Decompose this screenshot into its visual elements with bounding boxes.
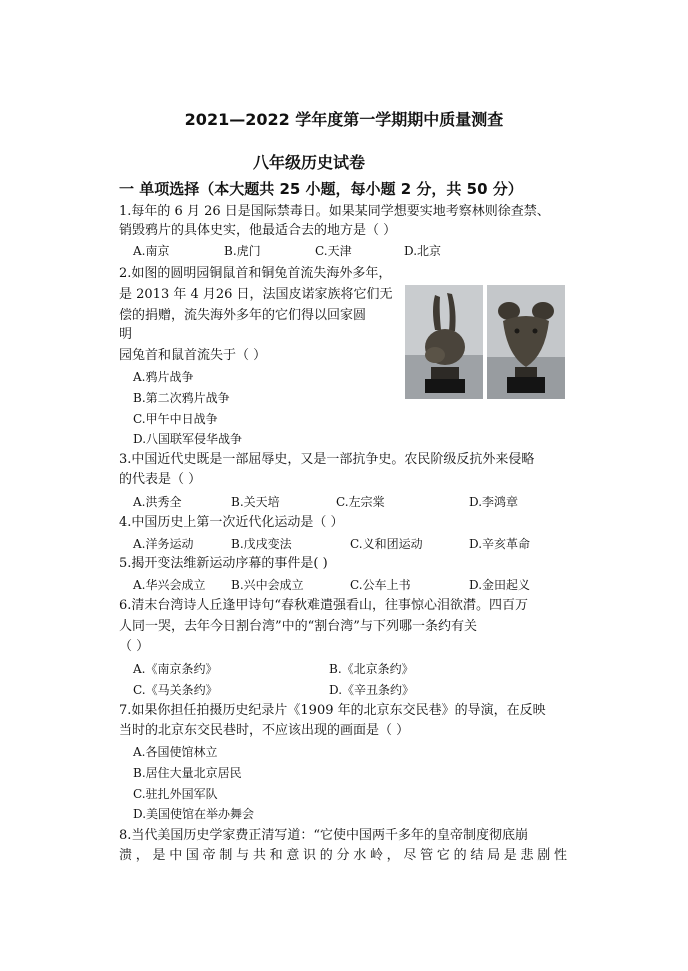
option-d: D.八国联军侵华战争 (133, 432, 243, 446)
rabbit-head-image (405, 285, 483, 399)
option-c: C.公车上书 (350, 578, 411, 592)
option-a: A.《南京条约》 (133, 662, 218, 676)
option-c: C.天津 (315, 244, 352, 258)
question-text: 8.当代美国历史学家费正清写道：“它使中国两千多年的皇帝制度彻底崩 (119, 828, 529, 843)
option-c: C.《马关条约》 (133, 683, 218, 697)
question-text: 7.如果你担任拍摄历史纪录片《1909 年的北京东交民巷》的导演，在反映 (119, 703, 546, 718)
option-b: B.虎门 (224, 244, 261, 258)
exam-title: 2021—2022 学年度第一学期期中质量测查 (184, 110, 504, 129)
question-text: 当时的北京东交民巷时，不应该出现的画面是（ ） (119, 723, 410, 738)
option-c: C.甲午中日战争 (133, 412, 218, 426)
question-text: 2.如图的圆明园铜鼠首和铜兔首流失海外多年， (119, 266, 392, 281)
option-d: D.李鸿章 (469, 495, 519, 509)
option-b: B.居住大量北京居民 (133, 766, 242, 780)
option-a: A.鸦片战争 (133, 370, 194, 384)
rat-head-image (487, 285, 565, 399)
option-d: D.美国使馆在举办舞会 (133, 807, 255, 821)
option-d: D.金田起义 (469, 578, 531, 592)
option-d: D.辛亥革命 (469, 537, 531, 551)
option-b: B.兴中会成立 (231, 578, 304, 592)
question-text: 是 2013 年 4 月26 日，法国皮诺家族将它们无 (119, 287, 393, 302)
question-text: 的代表是（ ） (119, 472, 202, 487)
question-text: 园兔首和鼠首流失于（ ） (119, 348, 267, 363)
question-text: 溃，是中国帝制与共和意识的分水岭，尽管它的结局是悲剧性 (119, 848, 567, 863)
question-text: 6.清末台湾诗人丘逢甲诗句“春秋难遣强看山，往事惊心泪欲潸。四百万 (119, 598, 529, 613)
option-a: A.各国使馆林立 (133, 745, 218, 759)
option-a: A.华兴会成立 (133, 578, 206, 592)
question-text: 明 (119, 327, 133, 342)
option-c: C.义和团运动 (350, 537, 423, 551)
question-text: 5.揭开变法维新运动序幕的事件是( ) (119, 556, 328, 571)
bronze-heads-photo (405, 285, 565, 399)
option-b: B.第二次鸦片战争 (133, 391, 230, 405)
option-d: D.北京 (404, 244, 442, 258)
section-heading: 一 单项选择（本大题共 25 小题，每小题 2 分，共 50 分） (119, 180, 523, 198)
question-text: 偿的捐赠，流失海外多年的它们得以回家圆 (119, 308, 367, 323)
question-text: 1.每年的 6 月 26 日是国际禁毒日。如果某同学想要实地考察林则徐查禁、 (119, 204, 550, 219)
option-b: B.《北京条约》 (329, 662, 414, 676)
option-c: C.左宗棠 (336, 495, 385, 509)
question-text: （ ） (119, 639, 150, 654)
option-a: A.南京 (133, 244, 170, 258)
exam-subtitle: 八年级历史试卷 (253, 153, 366, 172)
option-c: C.驻扎外国军队 (133, 787, 218, 801)
question-text: 4.中国历史上第一次近代化运动是（ ） (119, 515, 344, 530)
option-b: B.戊戌变法 (231, 537, 292, 551)
option-b: B.关天培 (231, 495, 280, 509)
option-a: A.洋务运动 (133, 537, 194, 551)
option-d: D.《辛丑条约》 (329, 683, 415, 697)
question-text: 人同一哭，去年今日割台湾”中的“割台湾”与下列哪一条约有关 (119, 619, 477, 634)
option-a: A.洪秀全 (133, 495, 182, 509)
question-text: 销毁鸦片的具体史实，他最适合去的地方是（ ） (119, 223, 397, 238)
question-text: 3.中国近代史既是一部屈辱史，又是一部抗争史。农民阶级反抗外来侵略 (119, 452, 535, 467)
